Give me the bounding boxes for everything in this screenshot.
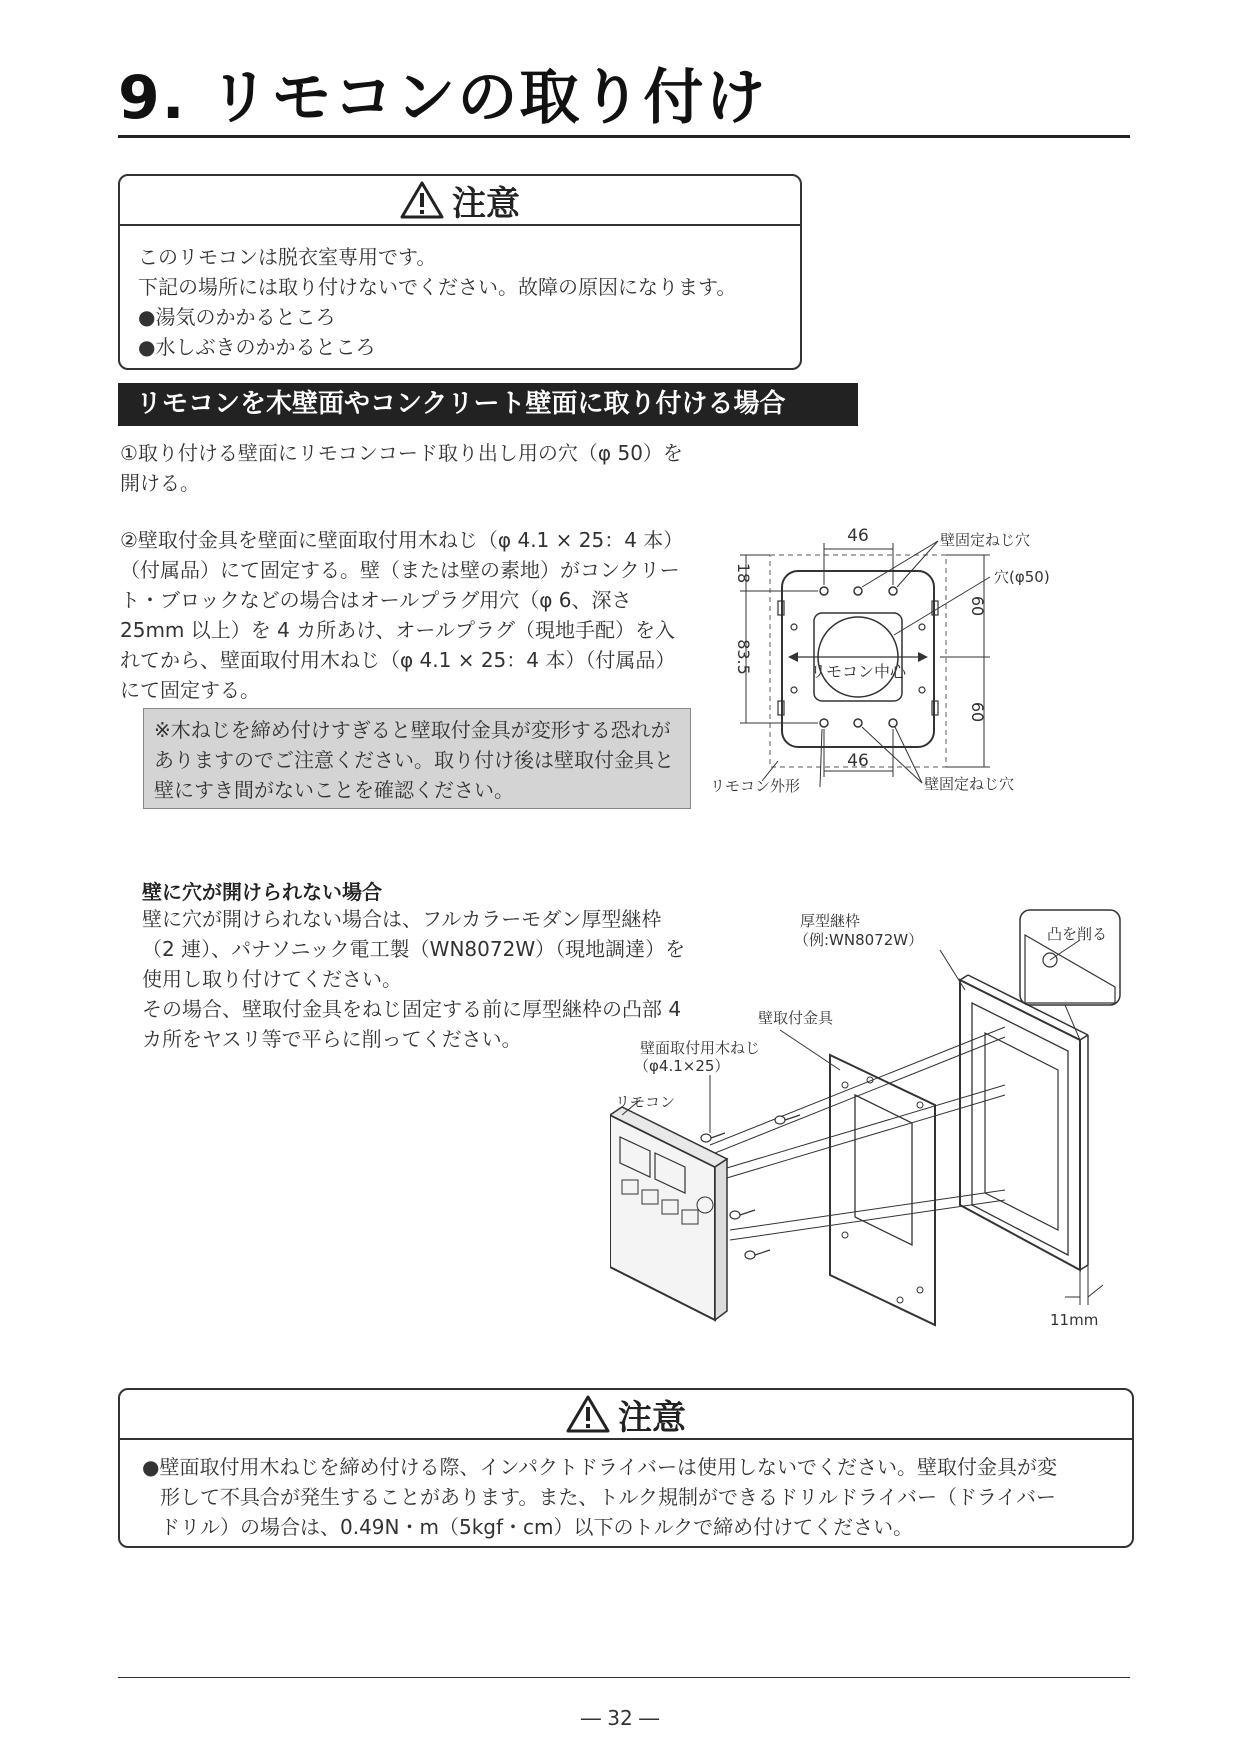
label-thick-frame: 厚型継枠 <box>800 912 861 930</box>
subsection-paragraph: 壁に穴が開けられない場合は、フルカラーモダン厚型継枠（2 連）、パナソニック電工製（WN8072W）（現地調達）を使用し取り付けてください。 <box>142 907 686 991</box>
caution1-line: ●水しぶきのかかるところ <box>138 335 376 359</box>
section-heading: リモコンを木壁面やコンクリート壁面に取り付ける場合 <box>118 383 858 426</box>
label-wood-screw-size: （φ4.1×25） <box>634 1057 730 1075</box>
caution-box-1 <box>118 174 802 370</box>
assembly-exploded-diagram <box>610 905 1130 1375</box>
page-title: 9. リモコンの取り付け <box>118 63 768 133</box>
caution1-line: ●湯気のかかるところ <box>138 305 336 329</box>
label-wall-bracket: 壁取付金具 <box>758 1009 834 1027</box>
dim-60-upper: 60 <box>968 595 987 617</box>
thick-frame <box>960 980 1080 1270</box>
caution-header-1 <box>120 176 800 226</box>
dim-60-lower: 60 <box>968 701 987 723</box>
caution2-line: ドリル）の場合は、0.49N・m（5kgf・cm）以下のトルクで締め付けてください。 <box>160 1515 914 1539</box>
warning-triangle-icon <box>400 180 444 220</box>
caution-heading-1: 注意 <box>452 183 520 224</box>
label-11mm: 11mm <box>1050 1311 1099 1329</box>
warning-triangle-icon <box>566 1394 610 1434</box>
wall-bracket-plate <box>782 571 934 747</box>
label-cut-protrusion: 凸を削る <box>1047 925 1108 943</box>
caution-heading-2: 注意 <box>618 1397 686 1438</box>
caution2-line: 形して不具合が発生することがあります。また、トルク規制ができるドリルドライバー（ドライバー <box>160 1485 1056 1509</box>
page-number: ― 32 ― <box>580 1706 660 1730</box>
title-rule <box>118 135 1130 138</box>
wall-bracket <box>830 1055 935 1325</box>
dim-bottom-46: 46 <box>847 751 869 771</box>
step-1: ①取り付ける壁面にリモコンコード取り出し用の穴（φ 50）を開ける。 <box>120 441 683 495</box>
dim-83-5: 83.5 <box>734 639 753 675</box>
caution-header-2 <box>120 1390 1132 1440</box>
step-2: ②壁取付金具を壁面に壁面取付用木ねじ（φ 4.1 × 25：4 本）（付属品）にて固定する。壁（または壁の素地）がコンクリート・ブロックなどの場合はオールプラグ用穴（φ 6、深さ 25mm 以上）を 4 カ所あけ、オールプラグ（現地手配）を入れてから、壁面取付用木ねじ（φ 4.1 × 25：4 本）（付属品）にて固定する。 <box>120 528 684 702</box>
caution-box-2 <box>118 1388 1134 1548</box>
note-box: ※木ねじを締め付けすぎると壁取付金具が変形する恐れがありますのでご注意ください。取り付け後は壁取付金具と壁にすき間がないことを確認ください。 <box>143 708 691 809</box>
subsection-heading: 壁に穴が開けられない場合 <box>142 880 382 904</box>
label-thick-frame-example: （例:WN8072W） <box>794 931 924 949</box>
label-remote-center: リモコン中心 <box>809 662 907 681</box>
label-remote-outline: リモコン外形 <box>710 777 801 795</box>
subsection-body <box>142 904 687 1054</box>
caution2-line: ●壁面取付用木ねじを締め付ける際、インパクトドライバーは使用しないでください。壁取付金具が変 <box>142 1455 1058 1479</box>
label-hole-50: 穴(φ50) <box>994 568 1050 586</box>
dim-top-46: 46 <box>847 526 869 546</box>
label-screw-hole-bottom: 壁固定ねじ穴 <box>924 775 1015 793</box>
label-remote: リモコン <box>615 1093 676 1111</box>
mounting-dimension-diagram <box>700 515 1100 815</box>
dim-18: 18 <box>734 562 753 584</box>
label-wood-screw: 壁面取付用木ねじ <box>640 1039 761 1057</box>
label-screw-hole-top: 壁固定ねじ穴 <box>940 531 1031 549</box>
subsection-paragraph: その場合、壁取付金具をねじ固定する前に厚型継枠の凸部 4 カ所をヤスリ等で平らに削ってください。 <box>142 997 682 1051</box>
caution1-line: このリモコンは脱衣室専用です。 <box>138 245 437 269</box>
caution1-line: 下記の場所には取り付けないでください。故障の原因になります。 <box>138 275 737 299</box>
footer-rule <box>118 1677 1130 1678</box>
